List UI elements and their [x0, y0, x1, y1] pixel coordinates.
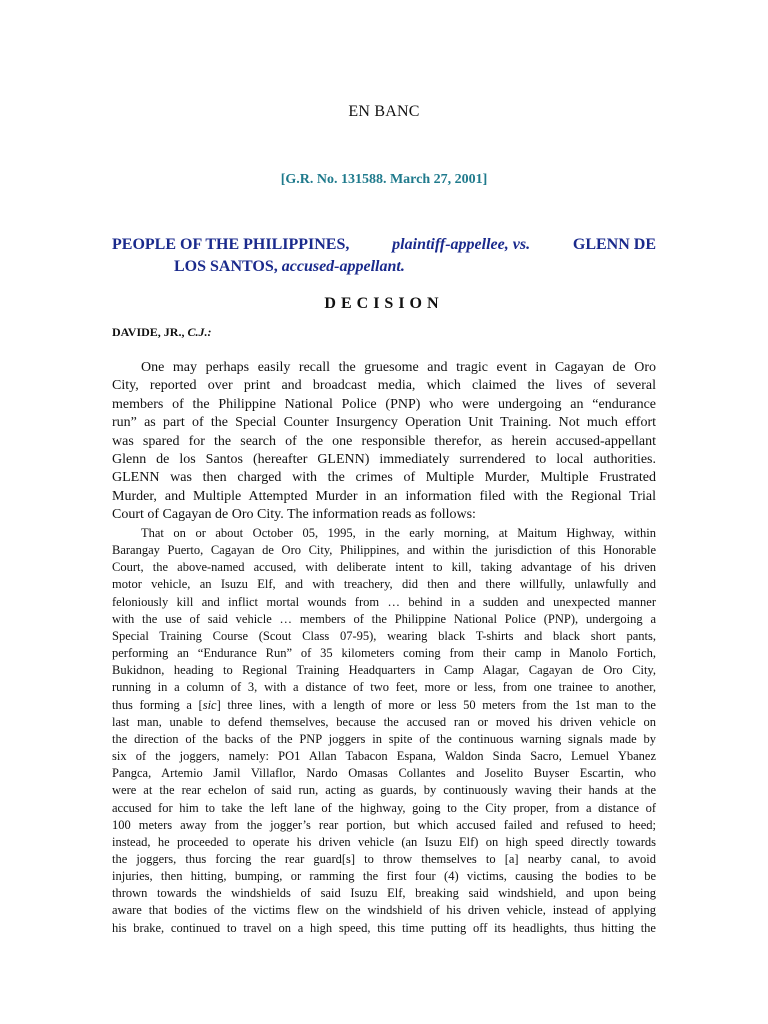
ponente: [112, 325, 211, 340]
ponente-name: DAVIDE, JR.,: [112, 325, 185, 339]
text-line: 100 meters away from the jogger’s rear portion, but which accused failed and refused to heed;: [112, 817, 656, 832]
text-line: thrown towards the windshields of said Isuzu Elf, breaking said windshield, and upon being: [112, 886, 656, 901]
text-line: motor vehicle, an Isuzu Elf, and with treachery, did then and there willfully, unlawfully and: [112, 577, 656, 592]
text-line: running in a column of 3, with a distance of two feet, more or less, from one trainee to another,: [112, 680, 656, 695]
decision-title: DECISION: [324, 295, 444, 312]
opening-paragraph: [112, 359, 656, 525]
text-line: thus forming a [sic] three lines, with a length of more or less 50 meters from the 1st man to the: [112, 697, 656, 712]
text-line: Barangay Puerto, Cagayan de Oro City, Philippines, and within the jurisdiction of this Honorable: [112, 543, 656, 558]
text-line: members of the Philippine National Police (PNP) who were undergoing an “endurance: [112, 396, 656, 412]
text-line: aware that bodies of the victims flew on the windshield of his driven vehicle, instead of applying: [112, 903, 656, 918]
text-line: the direction of the backs of the PNP joggers in spite of the continuous warning signals made by: [112, 731, 656, 746]
text-line: That on or about October 05, 1995, in the early morning, at Maitum Highway, within: [141, 526, 656, 540]
text-line: accused for him to take the left lane of the highway, going to the City proper, from a distance of: [112, 800, 656, 815]
text-line: last man, unable to defend themselves, because the accused ran or moved his driven vehicle on: [112, 714, 656, 729]
parties-line-2: [112, 256, 656, 278]
plaintiff-name: PEOPLE OF THE PHILIPPINES,: [112, 236, 350, 253]
text-line: six of the joggers, namely: PO1 Allan Tabacon Espana, Waldon Sinda Sacro, Lemuel Ybanez: [112, 749, 656, 764]
text-line: injuries, then hitting, bumping, or ramming the first four (4) victims, causing the bodies to be: [112, 869, 656, 884]
text-line: Special Training Course (Scout Class 07-95), wearing black T-shirts and black short pants,: [112, 628, 656, 643]
defendant-name-first: GLENN DE: [572, 236, 656, 253]
text-line: Pangca, Artemio Jamil Villaflor, Nardo Omasas Collantes and Joselito Buyser Escartin, who: [112, 766, 656, 781]
text-line: GLENN was then charged with the crimes of Multiple Murder, Multiple Frustrated: [112, 470, 656, 486]
court-division-heading: EN BANC: [348, 103, 420, 120]
case-number: [G.R. No. 131588. March 27, 2001]: [280, 172, 488, 187]
text-line: One may perhaps easily recall the gruesome and tragic event in Cagayan de Oro: [141, 360, 656, 375]
text-line: his brake, continued to travel on a high speed, this time putting off its headlights, thus hitting the: [112, 920, 656, 935]
text-line: Court, the above-named accused, with deliberate intent to kill, taking advantage of his driven: [112, 560, 656, 575]
case-parties: [112, 234, 656, 278]
information-quote: [112, 525, 656, 937]
text-line: Glenn de los Santos (hereafter GLENN) immediately surrendered to local authorities.: [112, 452, 656, 468]
plaintiff-role: plaintiff-appellee, vs.: [392, 236, 531, 253]
text-line: with the use of said vehicle … members of the Philippine National Police (PNP), undergoing a: [112, 611, 656, 626]
text-line: Murder, and Multiple Attempted Murder in an information filed with the Regional Trial: [112, 488, 656, 504]
defendant-role: accused-appellant.: [281, 258, 405, 275]
text-line: were at the rear echelon of said run, acting as guards, by continuously waving their hands at the: [112, 783, 656, 798]
text-line: Court of Cagayan de Oro City. The information reads as follows:: [112, 507, 476, 523]
text-line: feloniously kill and inflict mortal wounds from … behind in a sudden and unexpected manner: [112, 594, 656, 609]
text-line: the joggers, thus forcing the rear guard[s] to throw themselves to [a] nearby canal, to avoid: [112, 851, 656, 866]
text-line: performing an “Endurance Run” of 35 kilometers coming from their camp in Manolo Fortich,: [112, 646, 656, 661]
sic-marker: sic: [202, 697, 217, 712]
text-line: run” as part of the Special Counter Insurgency Operation Unit Training. Not much effort: [112, 415, 656, 431]
text-line: instead, he proceeded to operate his driven vehicle (an Isuzu Elf) on high speed directly towards: [112, 834, 656, 849]
ponente-title: C.J.:: [187, 325, 212, 339]
parties-line-1: [112, 234, 656, 256]
text-line: was spared for the search of the one responsible therefor, as herein accused-appellant: [112, 433, 656, 449]
text-line: City, reported over print and broadcast media, which claimed the lives of several: [112, 378, 656, 394]
text-line: Bukidnon, heading to Regional Training Headquarters in Camp Alagar, Cagayan de Oro City,: [112, 663, 656, 678]
defendant-name-rest: LOS SANTOS,: [174, 258, 278, 275]
